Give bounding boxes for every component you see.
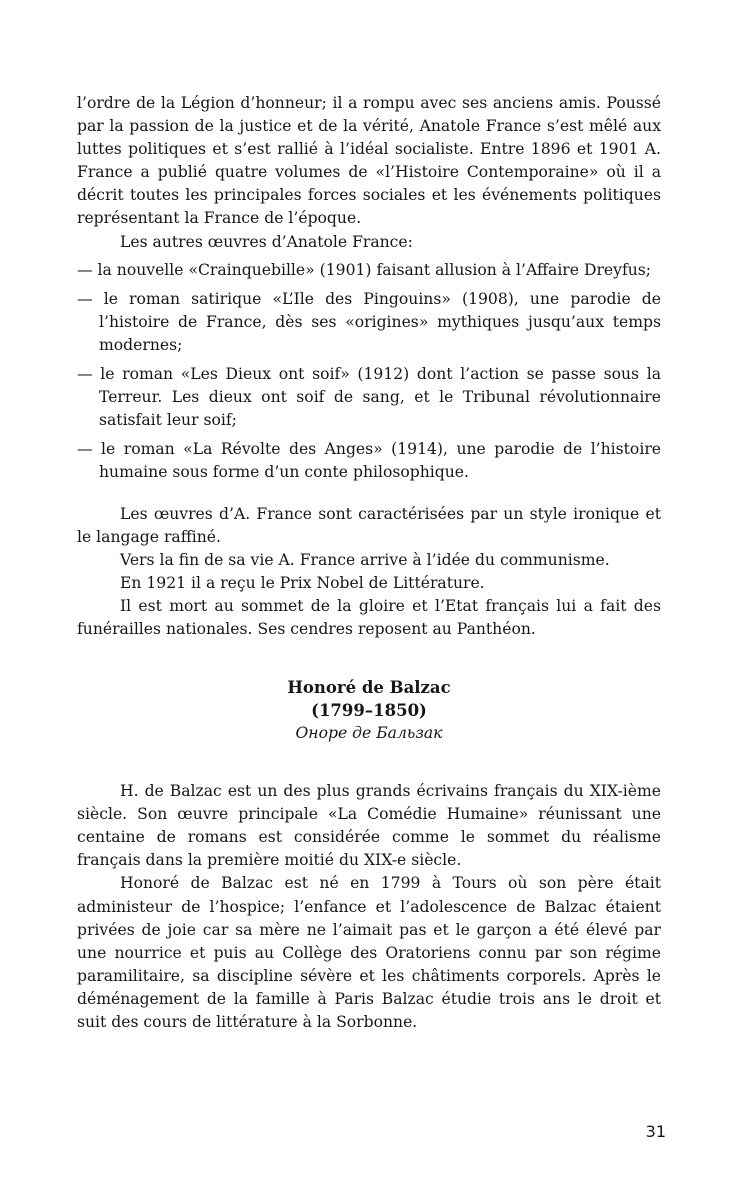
paragraph: Honoré de Balzac est né en 1799 à Tours où son père était administeur de l’hospice; l’enfance et l’adolescence de Balzac étaient privées de joie car sa mère ne l’aimait pas et le garçon a été élevé par une nourrice et puis au Collège des Oratoriens connu par son régime paramilitaire, sa discipline sévère et les châtiments corporels. Après le déménagement de la famille à Paris Balzac étudie trois ans le droit et suit des cours de littérature à la Sorbonne. (77, 874, 661, 1031)
paragraph: Les œuvres d’A. France sont caractérisées par un style ironique et le langage raffiné. (77, 504, 661, 546)
list-item: — la nouvelle «Crainquebille» (1901) faisant allusion à l’Affaire Dreyfus; (77, 260, 652, 279)
works-list (77, 259, 661, 485)
list-item: — le roman «Les Dieux ont soif» (1912) dont l’action se passe sous la Terreur. Les dieux ont soif de sang, et le Tribunal révolutionnaire satisfait leur soif; (77, 365, 661, 430)
page-number: 31 (645, 1122, 666, 1141)
section-heading (77, 676, 661, 744)
list-item: — le roman «La Révolte des Anges» (1914), une parodie de l’histoire humaine sous forme d’un conte philosophique. (77, 440, 661, 482)
paragraph: Vers la fin de sa vie A. France arrive à l’idée du communisme. (120, 550, 610, 569)
paragraph: Il est mort au sommet de la gloire et l’Etat français lui a fait des funérailles nationales. Ses cendres reposent au Panthéon. (77, 596, 661, 638)
intro-paragraph: l’ordre de la Légion d’honneur; il a rompu avec ses anciens amis. Poussé par la passion de la justice et de la vérité, Anatole France s’est mêlé aux luttes politiques et s’est rallié à l’idéal socialiste. Entre 1896 et 1901 A. France a publié quatre volumes de «l’Histoire Contemporaine» où il a décrit toutes les principales forces sociales et les événements politiques représentant la France de l’époque. (77, 94, 661, 228)
list-item: — le roman satirique «L’Ile des Pingouins» (1908), une parodie de l’histoire de France, dès ses «origines» mythiques jusqu’aux temps modernes; (77, 289, 661, 354)
section-years: (1799–1850) (311, 701, 427, 721)
paragraph: En 1921 il a reçu le Prix Nobel de Littérature. (120, 573, 485, 592)
paragraph: H. de Balzac est un des plus grands écrivains français du XIX-ième siècle. Son œuvre principale «La Comédie Humaine» réunissant une centaine de romans est considérée comme le sommet du réalisme français dans la première moitié du XIX-e siècle. (77, 782, 661, 870)
text-column (77, 92, 661, 1034)
section-title: Honoré de Balzac (287, 678, 451, 698)
section-transliteration: Оноре де Бальзак (295, 724, 443, 743)
works-intro: Les autres œuvres d’Anatole France: (120, 232, 413, 251)
